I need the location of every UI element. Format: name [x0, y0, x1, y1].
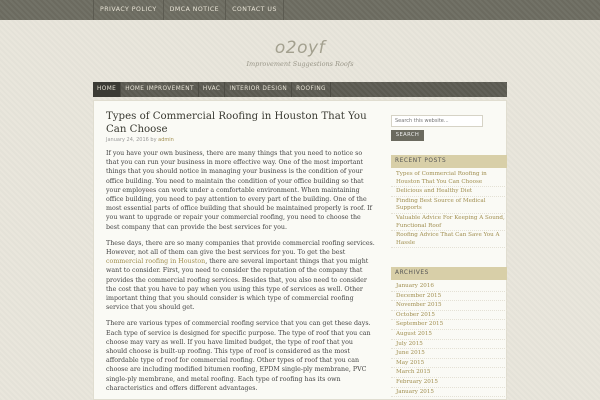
- archive-item: [391, 321, 507, 330]
- recent-post-link[interactable]: Types of Commercial Roofing in Houston That You Can Choose: [396, 171, 487, 185]
- archive-item: [391, 312, 507, 321]
- top-nav-contact-us[interactable]: CONTACT US: [226, 0, 284, 20]
- post-paragraph-2: [106, 239, 376, 313]
- archives-list: [391, 283, 507, 397]
- archive-link[interactable]: October 2015: [396, 311, 435, 318]
- archives-heading: ARCHIVES: [391, 267, 507, 280]
- post-meta: [106, 137, 376, 143]
- archive-item: [391, 283, 507, 292]
- recent-post-item: [391, 188, 507, 197]
- archive-item: [391, 379, 507, 388]
- top-nav: [93, 0, 284, 20]
- recent-post-item: [391, 232, 507, 248]
- recent-posts-list: [391, 171, 507, 248]
- post-paragraph-2-text-b: , there are several important things that you might want to consider. First, you need to consider the reputation of the company that provides the commercial roofing services. Besides that, you also need to consider the cost that you have to pay when you using this type of services as well. Other important thing that you should consider is which type of commercial roofing service that you should get.: [106, 258, 369, 312]
- archive-item: [391, 369, 507, 378]
- recent-post-link[interactable]: Delicious and Healthy Diet: [396, 188, 473, 195]
- commercial-roofing-link[interactable]: commercial roofing in Houston: [106, 258, 206, 266]
- archive-item: [391, 302, 507, 311]
- archive-item: [391, 341, 507, 350]
- post-title[interactable]: Types of Commercial Roofing in Houston That You Can Choose: [106, 111, 367, 135]
- post: [106, 110, 376, 400]
- archive-item: [391, 350, 507, 359]
- archive-link[interactable]: March 2015: [396, 369, 431, 376]
- sidebar: [391, 115, 505, 395]
- recent-post-item: [391, 215, 507, 231]
- archive-link[interactable]: December 2015: [396, 292, 442, 299]
- post-paragraph-1: If you have your own business, there are many things that you need to notice so that you can run your business in more effective way. One of the most important things that you should notice in managing your business is the condition of your office building. You need to maintain the condition of your office building so that your employees can work under a comfortable environment. When maintaining office building, you need to pay attention to every part of the building. One of the most essential parts of office building that should be maintained properly is roof. If you want to upgrade or repair your commercial roofing, you need to choose the best company that can provide the best services for you.: [106, 150, 372, 231]
- recent-post-link[interactable]: Finding Best Source of Medical Supports: [396, 197, 486, 212]
- top-bar: [0, 0, 600, 20]
- archive-item: [391, 331, 507, 340]
- main-nav: [93, 82, 507, 97]
- site-title[interactable]: o2oyf: [274, 38, 326, 58]
- recent-posts-widget: [391, 155, 507, 249]
- main-nav-hvac[interactable]: HVAC: [199, 82, 225, 97]
- archive-item: [391, 293, 507, 302]
- archive-link[interactable]: January 2015: [396, 388, 434, 395]
- archives-widget: [391, 267, 507, 398]
- archive-link[interactable]: January 2016: [396, 283, 434, 289]
- site-tagline: Improvement Suggestions Roofs: [246, 60, 354, 68]
- content-area: [93, 100, 507, 400]
- recent-post-item: [391, 198, 507, 214]
- archive-link[interactable]: July 2015: [396, 340, 423, 347]
- archive-link[interactable]: September 2015: [396, 321, 444, 328]
- archive-link[interactable]: June 2015: [396, 350, 425, 357]
- archive-link[interactable]: February 2015: [396, 378, 438, 385]
- post-paragraph-2-text-a: These days, there are so many companies that provide commercial roofing services. However, not all of them can give the best services for you. To get the best: [106, 239, 375, 257]
- post-paragraph-3: There are various types of commercial roofing service that you can get these days. Each type of service is designed for specific purpose. The type of roof that you can choose may vary as well. If you have limited budget, the type of roof that you should choose is built-up roofing. This type of roof is considered as the most affordable type of roof for commercial roofing. Other types of roof that you can choose are including modified bitumen roofing, EPDM single-ply membrane, PVC single-ply membrane, and metal roofing. Each type of roofing has its own characteristics and offers different advantages.: [106, 320, 371, 392]
- recent-post-item: [391, 171, 507, 187]
- archive-link[interactable]: November 2015: [396, 302, 442, 309]
- post-meta-sep: by: [148, 137, 159, 143]
- post-author-link[interactable]: admin: [158, 137, 174, 143]
- recent-posts-heading: RECENT POSTS: [391, 155, 507, 168]
- top-nav-privacy-policy[interactable]: PRIVACY POLICY: [93, 0, 164, 20]
- main-nav-home[interactable]: HOME: [93, 82, 121, 97]
- top-nav-dmca-notice[interactable]: DMCA NOTICE: [164, 0, 226, 20]
- search-input[interactable]: [391, 115, 483, 127]
- archive-link[interactable]: May 2015: [396, 359, 425, 366]
- recent-post-link[interactable]: Valuable Advice For Keeping A Sound, Functional Roof: [396, 214, 505, 229]
- post-date: January 24, 2016: [106, 137, 149, 143]
- archive-item: [391, 389, 507, 398]
- archive-link[interactable]: August 2015: [396, 330, 432, 337]
- main-nav-roofing[interactable]: ROOFING: [292, 82, 331, 97]
- search-button[interactable]: SEARCH: [391, 130, 424, 141]
- main-nav-home-improvement[interactable]: HOME IMPROVEMENT: [121, 82, 199, 97]
- recent-post-link[interactable]: Roofing Advice That Can Save You A Hassle: [396, 232, 500, 246]
- archive-item: [391, 360, 507, 369]
- main-nav-interior-design[interactable]: INTERIOR DESIGN: [225, 82, 292, 97]
